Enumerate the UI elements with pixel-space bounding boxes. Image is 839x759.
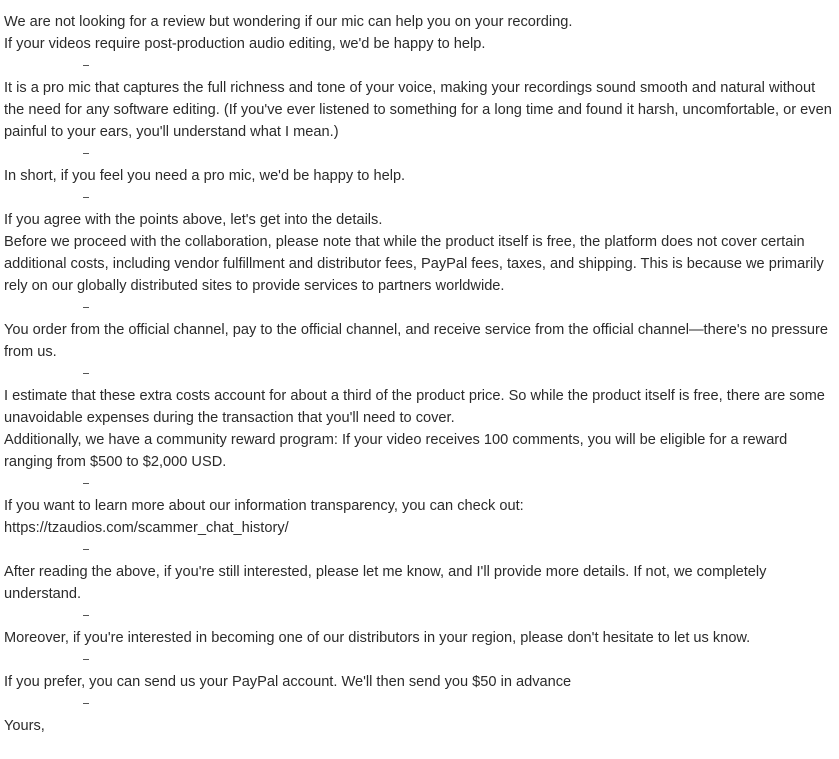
paragraph-costs	[4, 385, 836, 473]
paragraph-details	[4, 209, 836, 297]
separator-mark	[83, 615, 89, 616]
separator-mark	[83, 65, 89, 66]
separator-mark	[83, 153, 89, 154]
text-line: Moreover, if you're interested in becoming one of our distributors in your region, please don't hesitate to let us know.	[4, 630, 751, 646]
paragraph-signoff	[4, 715, 836, 737]
separator-mark	[83, 659, 89, 660]
signoff-text: Yours,	[4, 718, 45, 734]
separator-mark	[83, 373, 89, 374]
separator-mark	[83, 703, 89, 704]
paragraph-distributors	[4, 627, 836, 649]
text-line: You order from the official channel, pay to the official channel, and receive service from the official channel—there's no pressure from us.	[4, 322, 829, 360]
text-line: In short, if you feel you need a pro mic, we'd be happy to help.	[4, 168, 406, 184]
text-line: We are not looking for a review but wondering if our mic can help you on your recording.	[4, 14, 573, 30]
text-line: If your videos require post-production audio editing, we'd be happy to help.	[4, 36, 486, 52]
text-line: If you want to learn more about our information transparency, you can check out:	[4, 498, 524, 514]
url-text: https://tzaudios.com/scammer_chat_history/	[4, 520, 289, 536]
text-line: Before we proceed with the collaboration, please note that while the product itself is free, the platform does not cover certain additional costs, including vendor fulfillment and distributor fees, PayPal fees, taxes, and shipping. This is because we primarily rely on our globally distributed sites to provide services to partners worldwide.	[4, 234, 824, 294]
text-line: After reading the above, if you're still interested, please let me know, and I'll provide more details. If not, we completely understand.	[4, 564, 767, 602]
text-line: Additionally, we have a community reward program: If your video receives 100 comments, you will be eligible for a reward ranging from $500 to $2,000 USD.	[4, 432, 788, 470]
separator-mark	[83, 307, 89, 308]
paragraph-interest	[4, 561, 836, 605]
text-line: If you prefer, you can send us your PayPal account. We'll then send you $50 in advance	[4, 674, 572, 690]
separator-mark	[83, 197, 89, 198]
paragraph-paypal	[4, 671, 836, 693]
paragraph-intro	[4, 11, 836, 55]
text-line: If you agree with the points above, let's get into the details.	[4, 212, 383, 228]
separator-mark	[83, 483, 89, 484]
text-line: I estimate that these extra costs account for about a third of the product price. So while the product itself is free, there are some unavoidable expenses during the transaction that you'll need to cover.	[4, 388, 825, 426]
paragraph-summary	[4, 165, 836, 187]
paragraph-transparency	[4, 495, 836, 539]
separator-mark	[83, 549, 89, 550]
paragraph-product	[4, 77, 836, 143]
paragraph-official-channel	[4, 319, 836, 363]
email-body	[4, 11, 836, 759]
text-line: It is a pro mic that captures the full richness and tone of your voice, making your recordings sound smooth and natural without the need for any software editing. (If you've ever listened to something for a long time and found it harsh, uncomfortable, or even painful to your ears, you'll understand what I mean.)	[4, 80, 832, 140]
